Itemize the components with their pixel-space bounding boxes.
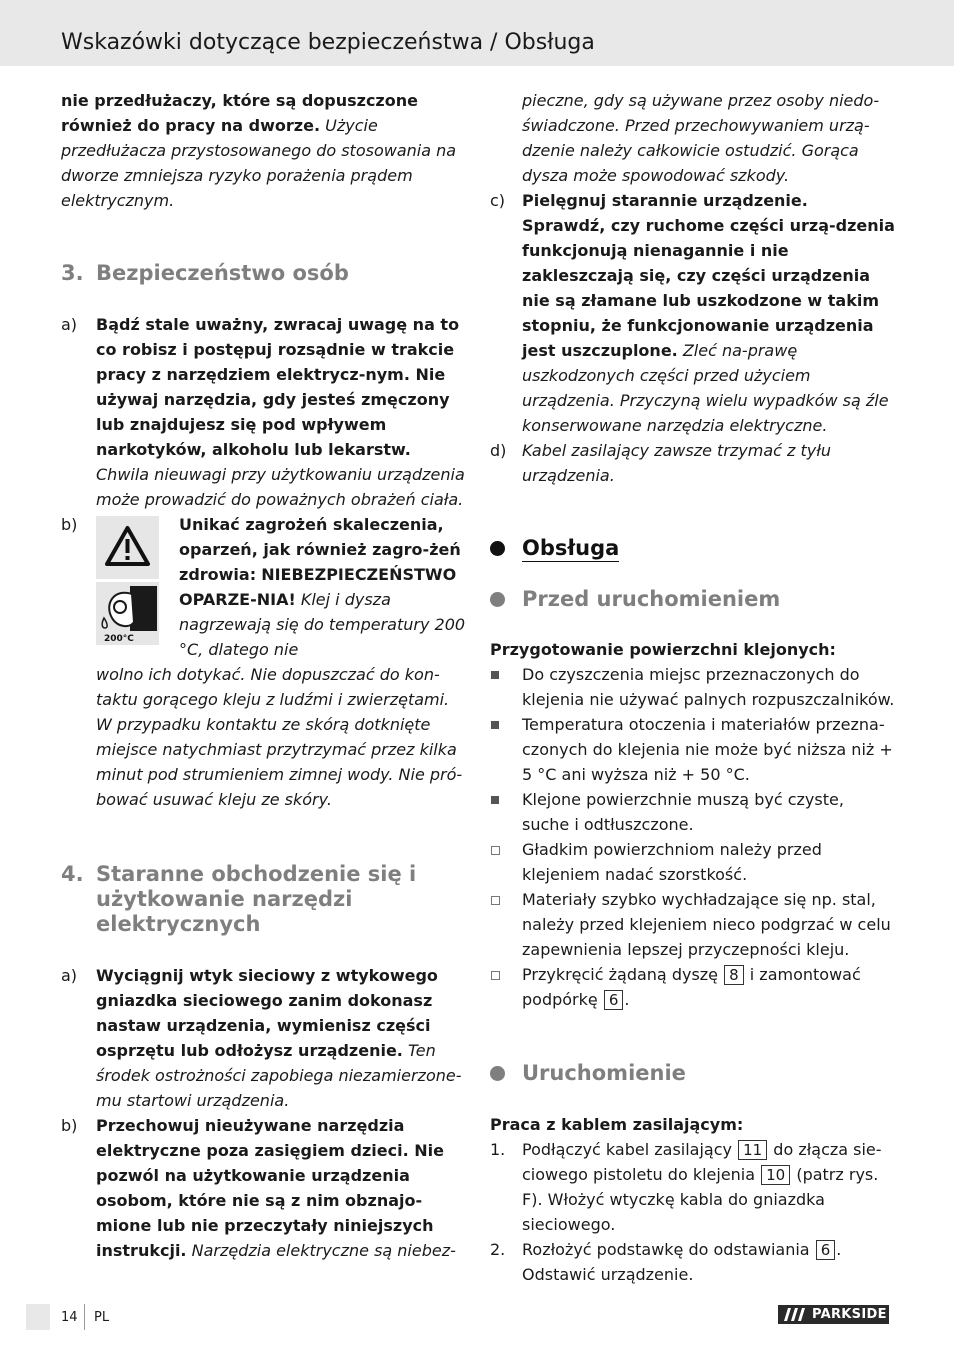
open-square-bullet-icon <box>491 896 500 905</box>
s3-item-b-bold: Unikać zagrożeń skaleczenia, oparzeń, jak również zagro-żeń zdrowia: <box>179 515 461 584</box>
step-1-label: 1. <box>490 1140 506 1159</box>
section-4-title: Staranne obchodzenie się i użytkowanie narzędzi elektrycznych <box>96 862 417 936</box>
uruchomienie-title: Uruchomienie <box>522 1061 686 1085</box>
continued-italic: pieczne, gdy są używane przez osoby niedo-świadczone. Przed przechowywaniem urzą-dzenie należy całkowicie ostudzić. Gorąca dysza może spowodować szkody. <box>522 91 880 185</box>
uruchomienie-heading <box>490 1061 895 1086</box>
bullet-dot-icon <box>490 1066 505 1081</box>
hot-nozzle-icon <box>96 582 159 645</box>
step-text: . Odstawić urządzenie. <box>522 1240 842 1284</box>
s4-item-a <box>61 963 466 1113</box>
logo-stripes-icon <box>784 1308 808 1327</box>
s4-item-b <box>61 1113 466 1263</box>
step-2 <box>490 1237 895 1287</box>
bullet-text: Materiały szybko wychładzające się np. stal, należy przed klejeniem nieco podgrzać w celu zapewnienia lepszej przyczepności kleju. <box>522 890 891 959</box>
bullet-dot-icon <box>490 541 505 556</box>
item-c <box>490 188 895 438</box>
s4-item-a-italic: Ten środek ostrożności zapobiega niezamierzone-mu startowi urządzenia. <box>96 1041 462 1110</box>
step-2-label: 2. <box>490 1240 506 1259</box>
bullet-text: Przykręcić żądaną dyszę <box>522 965 719 984</box>
item-d-label: d) <box>490 441 507 460</box>
hot-icon-label: 200°C <box>104 634 134 644</box>
part-number-badge: 6 <box>604 990 624 1010</box>
section-3-title: Bezpieczeństwo osób <box>96 261 349 285</box>
left-column <box>61 88 466 1263</box>
bullet-text: Temperatura otoczenia i materiałów przezna-czonych do klejenia nie może być niższa niż + 5 °C ani wyższa niż + 50 °C. <box>522 715 893 784</box>
bullet-item <box>490 837 895 887</box>
item-c-italic: Zleć na-prawę uszkodzonych części przed użyciem urządzenia. Przyczyną wielu wypadków są źle konserwowane narzędzia elektryczne. <box>522 341 889 435</box>
bullet-text: Klejone powierzchnie muszą być czyste, suche i odtłuszczone. <box>522 790 844 834</box>
bullet-text: i zamontować podpórkę <box>522 965 861 1009</box>
brand-name: PARKSIDE <box>812 1307 887 1322</box>
intro-bold: nie przedłużaczy, które są dopuszczone również do pracy na dworze. <box>61 91 418 135</box>
s3-item-a <box>61 312 466 512</box>
section-3-number: 3. <box>61 261 84 285</box>
bullet-text: Do czyszczenia miejsc przeznaczonych do klejenia nie używać palnych rozpuszczalników. <box>522 665 895 709</box>
s3-item-b-italic-2: wolno ich dotykać. Nie dopuszczać do kon-taktu gorącego kleju z ludźmi i zwierzętami. W przypadku kontaktu ze skórą dotknięte miejsce natychmiast przytrzymać przez kilka minut pod strumieniem zimnej wody. Nie pró-bować usuwać kleju ze skóry. <box>96 665 463 809</box>
przed-title: Przed uruchomieniem <box>522 587 781 611</box>
footer-marker <box>26 1304 50 1330</box>
bullet-item <box>490 787 895 837</box>
item-c-label: c) <box>490 191 506 210</box>
bullet-item <box>490 887 895 962</box>
part-number-badge: 8 <box>724 965 744 985</box>
bullet-text: . <box>624 990 630 1009</box>
right-column <box>490 88 895 1287</box>
bullet-item <box>490 712 895 787</box>
part-number-badge: 6 <box>816 1240 836 1260</box>
s3-item-b-danger: NIEBEZPIECZEŃSTWO OPARZE-NIA! <box>179 565 457 609</box>
warning-icon <box>96 516 159 579</box>
section-4-heading <box>61 862 436 937</box>
s3-item-a-label: a) <box>61 315 78 334</box>
s3-item-b <box>61 512 466 812</box>
obsluga-title: Obsługa <box>522 536 620 560</box>
step-text: Podłączyć kabel zasilający <box>522 1140 732 1159</box>
step-text: Rozłożyć podstawkę do odstawiania <box>522 1240 810 1259</box>
open-square-bullet-icon <box>491 971 500 980</box>
footer-divider <box>84 1304 85 1330</box>
s3-item-a-italic: Chwila nieuwagi przy użytkowaniu urządzenia może prowadzić do poważnych obrażeń ciała. <box>96 465 465 509</box>
filled-square-bullet-icon <box>491 671 499 679</box>
parkside-logo <box>778 1305 889 1324</box>
item-d <box>490 438 895 488</box>
przed-heading <box>490 587 895 612</box>
item-c-bold: Pielęgnuj starannie urządzenie. Sprawdź, czy ruchome części urzą-dzenia funkcjonują nienagannie i nie zakleszczają się, czy części urządzenia nie są złamane lub uszkodzone w takim stopniu, że funkcjonowanie urządzenia jest uszczuplone. <box>522 191 895 360</box>
prep-title: Przygotowanie powierzchni klejonych: <box>490 640 836 659</box>
filled-square-bullet-icon <box>491 796 499 804</box>
s4-item-b-bold: Przechowuj nieużywane narzędzia elektryczne poza zasięgiem dzieci. Nie pozwól na użytkowanie urządzenia osobom, które nie są z nim obznajo-mione lub nie przeczytały niniejszych instrukcji. <box>96 1116 444 1260</box>
section-3-heading <box>61 261 466 286</box>
s4-item-a-label: a) <box>61 966 78 985</box>
section-4-number: 4. <box>61 862 84 886</box>
part-number-badge: 11 <box>738 1140 767 1160</box>
praca-title: Praca z kablem zasilającym: <box>490 1115 744 1134</box>
bullet-text: Gładkim powierzchniom należy przed klejeniem nadać szorstkość. <box>522 840 822 884</box>
intro-paragraph <box>61 88 466 213</box>
item-d-italic: Kabel zasilający zawsze trzymać z tyłu urządzenia. <box>522 441 831 485</box>
s4-item-b-italic: Narzędzia elektryczne są niebez- <box>191 1241 456 1260</box>
step-text: do złącza sie-ciowego pistoletu do klejenia <box>522 1140 882 1184</box>
language-code: PL <box>94 1310 110 1325</box>
s3-item-b-label: b) <box>61 515 78 534</box>
s4-item-a-bold: Wyciągnij wtyk sieciowy z wtykowego gniazdka sieciowego zanim dokonasz nastaw urządzenia, wymienisz części osprzętu lub odłożysz urządzenie. <box>96 966 438 1060</box>
step-1 <box>490 1137 895 1237</box>
step-text: (patrz rys. F). Włożyć wtyczkę kabla do gniazdka sieciowego. <box>522 1165 879 1234</box>
s3-item-a-bold: Bądź stale uważny, zwracaj uwagę na to co robisz i postępuj rozsądnie w trakcie pracy z narzędziem elektrycz-nym. Nie używaj narzędzia, gdy jesteś zmęczony lub znajdujesz się pod wpływem narkotyków, alkoholu lub lekarstw. <box>96 315 460 459</box>
bullet-item <box>490 962 895 1012</box>
bullet-item <box>490 662 895 712</box>
obsluga-heading <box>490 536 895 561</box>
bullet-dot-icon <box>490 592 505 607</box>
s4-item-b-label: b) <box>61 1116 78 1135</box>
part-number-badge: 10 <box>761 1165 790 1185</box>
page-number: 14 <box>61 1310 78 1325</box>
page-title: Wskazówki dotyczące bezpieczeństwa / Obsługa <box>61 30 595 55</box>
open-square-bullet-icon <box>491 846 500 855</box>
intro-italic: Użycie przedłużacza przystosowanego do stosowania na dworze zmniejsza ryzyko porażenia prądem elektrycznym. <box>61 116 457 210</box>
filled-square-bullet-icon <box>491 721 499 729</box>
s3-item-b-italic-1: Klej i dysza nagrzewają się do temperatury 200 °C, dlatego nie <box>179 590 466 659</box>
